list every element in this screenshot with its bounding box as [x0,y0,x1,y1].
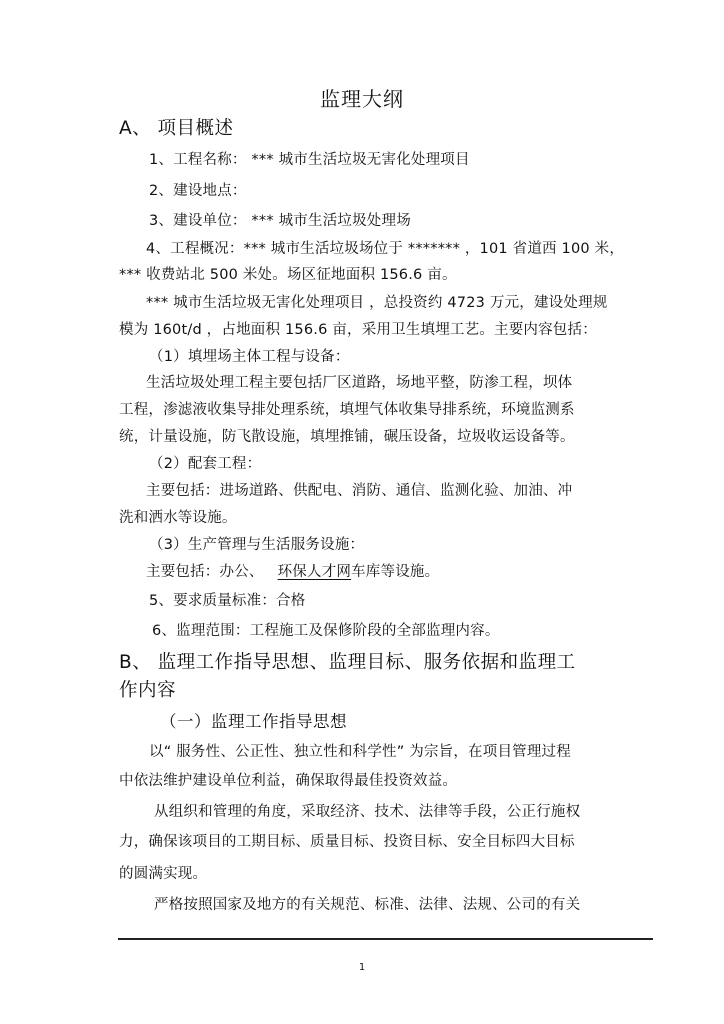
section-b-subheading: （一）监理工作指导思想 [160,712,347,731]
document-title: 监理大纲 [320,87,404,111]
footer-divider [118,938,653,940]
item-overview-line-1: 4、工程概况：*** 城市生活垃圾场位于 ******* ，101 省道西 100 米， [146,241,625,257]
subsection-3-line-1 [146,562,439,582]
subsection-1-line-2: 工程，渗滤液收集导排处理系统，填埋气体收集导排系统，环境监测系 [119,402,575,418]
guiding-paragraph-1-line-1: 以“ 服务性、公正性、独立性和科学性” 为宗旨，在项目管理过程 [149,744,571,760]
subsection-2-heading: （2）配套工程： [149,456,262,472]
item-construction-site: 2、建设地点： [149,183,247,199]
guiding-paragraph-2-line-3: 的圆满实现。 [119,866,208,882]
subsection-3-text-after: 车库等设施。 [351,564,440,580]
section-b-heading-line-2: 作内容 [119,680,177,701]
subsection-1-heading: （1）填埋场主体工程与设备： [149,349,350,365]
subsection-2-line-2: 洗和洒水等设施。 [119,510,237,526]
subsection-1-line-1: 生活垃圾处理工程主要包括厂区道路，场地平整，防渗工程，坝体 [146,375,573,391]
section-b-heading-line-1: B、 监理工作指导思想、监理目标、服务依据和监理工 [119,652,576,673]
item-construction-unit: 3、建设单位： *** 城市生活垃圾处理场 [149,213,411,229]
guiding-paragraph-2-line-1: 从组织和管理的角度，采取经济、技术、法律等手段，公正行施权 [154,804,581,820]
guiding-paragraph-2-line-2: 力，确保该项目的工期目标、质量目标、投资目标、安全目标四大目标 [119,834,575,850]
overview-paragraph-line-2: 模为 160t/d ，占地面积 156.6 亩，采用卫生填埋工艺。主要内容包括： [119,322,597,338]
item-supervision-scope: 6、监理范围：工程施工及保修阶段的全部监理内容。 [152,623,500,639]
subsection-3-text-before: 主要包括：办公、 [146,564,264,580]
subsection-2-line-1: 主要包括：进场道路、供配电、消防、通信、监测化验、加油、冲 [146,483,573,499]
section-a-heading: A、 项目概述 [119,118,234,139]
environment-talent-link[interactable]: 环保人才网 [277,564,352,580]
subsection-1-line-3: 统，计量设施，防飞散设施，填埋推铺，碾压设备，垃圾收运设备等。 [119,429,575,445]
guiding-paragraph-3-line-1: 严格按照国家及地方的有关规范、标准、法律、法规、公司的有关 [154,897,581,913]
item-quality-standard: 5、要求质量标准：合格 [149,593,306,609]
item-project-name: 1、工程名称： *** 城市生活垃圾无害化处理项目 [149,152,470,168]
guiding-paragraph-1-line-2: 中依法维护建设单位利益，确保取得最佳投资效益。 [119,773,458,789]
page-number: 1 [358,962,366,973]
overview-paragraph-line-1: *** 城市生活垃圾无害化处理项目 ，总投资约 4723 万元，建设处理规 [146,295,608,311]
item-overview-line-2: *** 收费站北 500 米处。场区征地面积 156.6 亩。 [119,267,457,283]
subsection-3-heading: （3）生产管理与生活服务设施： [149,537,365,553]
